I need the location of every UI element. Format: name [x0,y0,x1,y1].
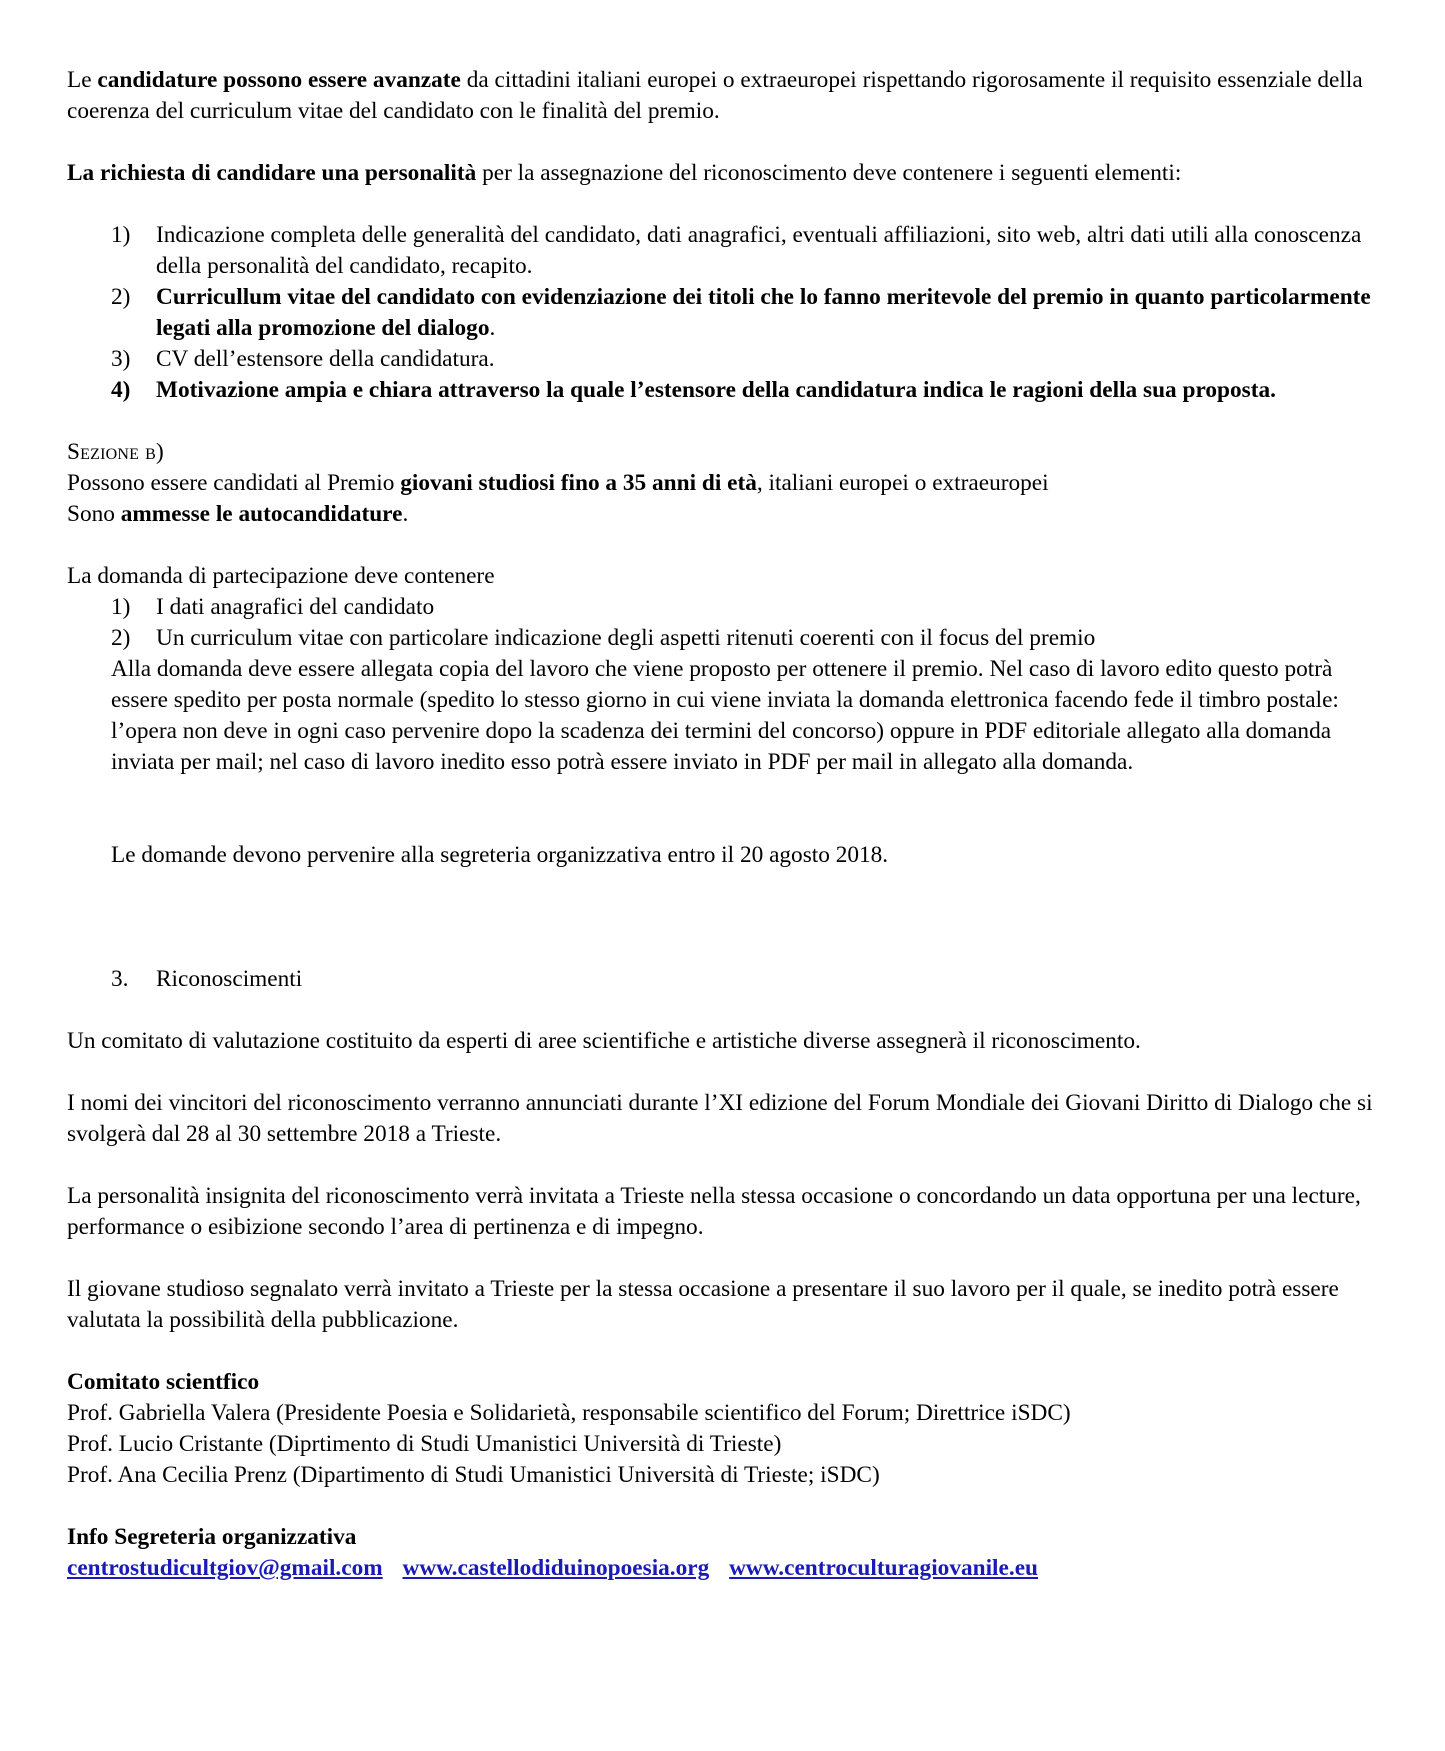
section-title: Riconoscimenti [156,966,303,992]
section-b-line [67,468,1377,499]
list-item [67,282,1377,344]
domanda-intro: La domanda di partecipazione deve contenere [67,563,495,589]
section-heading-riconoscimenti [67,964,1377,995]
bold-run: ammesse le autocandidature [120,501,403,527]
text-run: per la assegnazione del riconoscimento deve contenere i seguenti elementi: [476,160,1182,186]
list-number: 2) [111,284,131,310]
list-item-text: CV dell’estensore della candidatura. [156,346,495,372]
list-item-text: Un curriculum vitae con particolare indicazione degli aspetti ritenuti coerenti con il focus del premio [156,625,1096,651]
list-number: 2) [111,625,131,651]
giovane-studioso-paragraph: Il giovane studioso segnalato verrà invitato a Trieste per la stessa occasione a presentare il suo lavoro per il quale, se inedito potrà essere valutata la possibilità della pubblicazione. [67,1276,1339,1333]
bold-run: candidature possono essere avanzate [97,67,461,93]
committee-member: Prof. Gabriella Valera (Presidente Poesia e Solidarietà, responsabile scientifico del Forum; Direttrice iSDC) [67,1400,1071,1426]
vincitori-paragraph: I nomi dei vincitori del riconoscimento verranno annunciati durante l’XI edizione del Forum Mondiale dei Giovani Diritto di Dialogo che si svolgerà dal 28 al 30 settembre 2018 a Trieste. [67,1090,1373,1147]
committee-member: Prof. Lucio Cristante (Diprtimento di Studi Umanistici Università di Trieste) [67,1431,782,1457]
list-item [67,344,1377,375]
list-item [67,592,1377,623]
text-run: . [402,501,409,527]
committee-member: Prof. Ana Cecilia Prenz (Dipartimento di Studi Umanistici Università di Trieste; iSDC) [67,1462,880,1488]
personalita-paragraph: La personalità insignita del riconoscimento verrà invitata a Trieste nella stessa occasione o concordando un data opportuna per una lecture, performance o esibizione secondo l’area di pertinenza e di impegno. [67,1183,1361,1240]
list-number: 1) [111,594,131,620]
list-number: 1) [111,222,131,248]
text-run: Sono [67,501,121,527]
domanda-list [67,592,1377,654]
text-run: Possono essere candidati al Premio [67,470,401,496]
info-heading [67,1522,1377,1553]
section-number: 3. [111,966,129,992]
list-item-text: I dati anagrafici del candidato [156,594,435,620]
bold-run: Info Segreteria organizzativa [67,1524,357,1550]
bold-run: Comitato scientfico [67,1369,260,1395]
bold-run: La richiesta di candidare una personalità [67,160,477,186]
list-item-text: Indicazione completa delle generalità del candidato, dati anagrafici, eventuali affiliazioni, sito web, altri dati utili alla conoscenza della personalità del candidato, recapito. [156,222,1362,279]
comitato-valutazione-paragraph: Un comitato di valutazione costituito da esperti di aree scientifiche e artistiche diverse assegnerà il riconoscimento. [67,1028,1141,1054]
website-link-castello[interactable]: www.castellodiduinopoesia.org [402,1555,710,1581]
list-item-text: Curricullum vitae del candidato con evidenziazione dei titoli che lo fanno meritevole del premio in quanto particolarmente legati alla promozione del dialogo [156,284,1371,341]
section-b-heading: Sezione b) [67,439,164,465]
allegato-paragraph: Alla domanda deve essere allegata copia del lavoro che viene proposto per ottenere il premio. Nel caso di lavoro edito questo potrà essere spedito per posta normale (spedito lo stesso giorno in cui viene inviata la domanda elettronica facendo fede il timbro postale: l’opera non deve in ogni caso pervenire dopo la scadenza dei termini del concorso) oppure in PDF editoriale allegato alla domanda inviata per mail; nel caso di lavoro inedito esso potrà essere inviato in PDF per mail in allegato alla domanda. [111,656,1339,775]
text-run: . [489,315,496,341]
list-number: 3) [111,346,131,372]
richiesta-paragraph [67,158,1377,189]
website-link-centrocultura[interactable]: www.centroculturagiovanile.eu [729,1555,1038,1581]
list-item-text: Motivazione ampia e chiara attraverso la quale l’estensore della candidatura indica le ragioni della sua proposta. [156,377,1276,403]
list-item [67,220,1377,282]
text-run: Le [67,67,98,93]
list-item [67,623,1377,654]
contact-links [67,1553,1377,1584]
comitato-scientifico-heading [67,1367,1377,1398]
bold-run: giovani studiosi fino a 35 anni di età [400,470,757,496]
list-number: 4) [111,377,131,403]
requirements-list [67,220,1377,406]
email-link[interactable]: centrostudicultgiov@gmail.com [67,1555,383,1581]
section-b-line [67,499,1377,530]
text-run: da cittadini italiani europei o extraeuropei rispettando rigorosamente il requisito essenziale della coerenza del curriculum vitae del candidato con le finalità del premio. [67,67,1363,124]
list-item [67,375,1377,406]
text-run: , italiani europei o extraeuropei [756,470,1049,496]
candidature-paragraph [67,65,1377,127]
document-page [67,65,1377,1584]
deadline-paragraph: Le domande devono pervenire alla segreteria organizzativa entro il 20 agosto 2018. [111,842,889,868]
